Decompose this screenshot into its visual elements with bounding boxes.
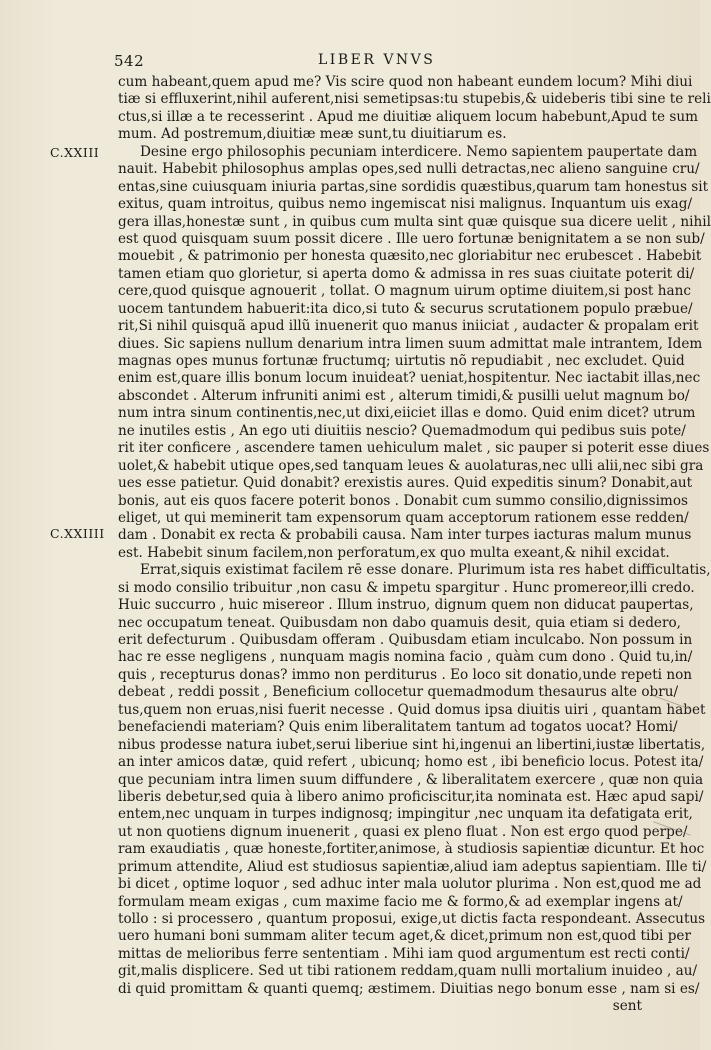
text-line: uero humani boni summam aliter tecum aget,& dicet,primum non est,quod tibi per	[118, 928, 691, 945]
text-line: num intra sinum continentis,nec,ut dixi,eiiciet illas e domo. Quid enim dicet? utrum	[118, 405, 696, 422]
text-line: primum attendite, Aliud est studiosus sapientiæ,aliud iam adeptus sapientiam. Ille ti/	[118, 858, 707, 875]
text-line: ctus,si illæ a te recesserint . Apud me diuitiæ aliquem locum habebunt,Apud te sum	[118, 108, 698, 125]
text-line: erit defecturum . Quibusdam offeram . Quibusdam etiam inculcabo. Non possum in	[118, 632, 693, 648]
text-line: si modo consilio tribuitur ,non casu & impetu spargitur . Hunc promereor,illi credo.	[118, 579, 695, 596]
text-line: hac re esse negligens , nunquam magis nomina facio , quàm cum dono . Quid tu,in/	[118, 649, 693, 666]
text-line: Errat,siquis existimat facilem rē esse donare. Plurimum ista res habet difficultatis,	[140, 562, 711, 579]
text-line: tollo : si processero , quantum proposui, exige,ut dictis facta respondeant. Assecutus	[118, 911, 706, 927]
chapter-label-24: C.XXIIII	[50, 526, 105, 541]
text-line: mum. Ad postremum,diuitiæ meæ sunt,tu diuitiarum es.	[118, 126, 507, 143]
text-line: est. Habebit sinum facilem,non perforatum,ex quo multa exeant,& nihil excidat.	[118, 544, 670, 561]
text-line: sent	[612, 998, 642, 1015]
text-line: tus,quem non eruas,nisi fuerit necesse . Quid domus ipsa diuitis uiri , quantam habet	[118, 701, 706, 718]
text-line: gera illas,honestæ sunt , in quibus cum multa sint quæ quisque sua dicere uelit , nihil	[118, 213, 711, 230]
text-line: magnas opes munus fortunæ fructumq; uirtutis nõ repudiabit , nec excludet. Quid	[118, 353, 685, 369]
text-line: formulam meam exigas , cum maxime facio me & formo,& ad exemplar ingens at/	[118, 893, 683, 910]
text-line: rit iter conficere , ascendere tamen uehiculum malet , sic pauper si poterit esse diues	[118, 440, 710, 457]
text-line: mouebit , & patrimonio per honesta quæsito,nec gloriabitur nec erubescet . Habebit	[118, 248, 702, 265]
text-line: an inter amicos datæ, quid refert , ubicunq; homo est , ibi beneficio locus. Potest ita/	[118, 754, 704, 771]
text-line: uocem tantundem habuerit:ita dico,si tuto & securus scrutationem populo præbue/	[118, 300, 693, 317]
text-line: diues. Sic sapiens nullum denarium intra limen suum admittat male intrantem, Idem	[118, 335, 703, 352]
text-line: tiæ si effluxerint,nihil auferent,nisi semetipsas:tu stupebis,& uideberis tibi sine te reli	[118, 91, 711, 108]
text-line: que pecuniam intra limen suum diffundere , & liberalitatem exercere , quæ non quia	[118, 771, 704, 788]
text-line: nibus prodesse natura iubet,serui liberiue sint hi,ingenui an libertini,iustæ libertatis,	[118, 736, 706, 753]
text-line: cum habeant,quem apud me? Vis scire quod non habeant eundem locum? Mihi diui	[118, 74, 693, 90]
text-line: liberis debetur,sed quia à libero animo proficiscitur,ita nominata est. Hæc apud sapi/	[118, 788, 704, 805]
text-line: git,malis displicere. Sed ut tibi rationem reddam,quam nulli mortalium inuideo , au/	[118, 963, 698, 980]
text-line: di quid promittam & quanti quemq; æstimem. Diuitias nego bonum esse , nam si es/	[118, 980, 700, 997]
text-line: entas,sine cuiusquam iniuria partas,sine sordidis quæstibus,quarum tam honestus sit	[118, 178, 709, 195]
text-line: tamen etiam quo glorietur, si aperta domo & admissa in res suas ciuitate poterit di/	[118, 265, 695, 282]
text-line: entem,nec unquam in turpes indignosq; impingitur ,nec unquam ita defatigata erit,	[118, 806, 693, 823]
text-line: ram exaudiatis , quæ honeste,fortiter,animose, à studiosis sapientiæ dicuntur. Et hoc	[118, 841, 705, 858]
page-number: 542	[114, 52, 145, 70]
text-line: uolet,& habebit utique opes,sed tanquam leues & auolaturas,nec ulli alii,nec sibi gra	[118, 457, 704, 474]
text-line: mittas de melioribus ferre sententiam . Mihi iam quod argumentum est recti conti/	[118, 945, 690, 962]
text-line: enim est,quare illis bonum locum inuideat? ueniat,hospitentur. Nec iactabit illas,nec	[118, 370, 701, 387]
text-line: ues esse patietur. Quid donabit? erexistis aures. Quid expeditis sinum? Donabit,aut	[118, 475, 693, 492]
text-line: est quod quisquam suum possit dicere . Ille uero fortunæ benignitatem a se non sub/	[118, 230, 705, 247]
text-line: nauit. Habebit philosophus amplas opes,sed nulli detractas,nec alieno sanguine cru/	[118, 161, 700, 178]
text-line: Desine ergo philosophis pecuniam interdicere. Nemo sapientem paupertate dam	[140, 143, 698, 160]
text-line: quis , recepturus donas? immo non perditurus . Eo loco sit donatio,unde repeti non	[118, 666, 693, 683]
text-line: cere,quod quisque agnouerit , tollat. O magnum uirum optime diuitem,si post hanc	[118, 283, 691, 300]
page-header	[0, 52, 700, 72]
text-line: bi dicet , optime loquor , sed adhuc inter mala uolutor plurima . Non est,quod me ad	[118, 876, 702, 893]
text-line: ne inutiles estis , An ego uti diuitiis nescio? Quemadmodum qui pedibus suis pote/	[118, 422, 686, 439]
text-line: nec occupatum teneat. Quibusdam non dabo quamuis desit, quia etiam si dedero,	[118, 614, 681, 631]
text-line: rit,Si nihil quisquã apud illũ inuenerit quo manus iniiciat , audacter & propalam erit	[118, 318, 699, 335]
text-line: benefaciendi materiam? Quis enim liberalitatem tantum ad togatos uocat? Homi/	[118, 719, 678, 736]
text-line: ut non quotiens dignum inuenerit , quasi ex pleno fluat . Non est ergo quod perpe/	[118, 823, 688, 840]
text-line: dam . Donabit ex recta & probabili causa. Nam inter turpes iacturas malum munus	[118, 527, 692, 544]
main-text	[118, 74, 711, 1016]
chapter-label-23: C.XXIII	[50, 145, 100, 160]
text-line: eliget, ut qui meminerit tam expensorum quam acceptorum rationem esse redden/	[118, 509, 689, 526]
text-line: exitus, quam introitus, quibus nemo ingemiscat nisi malignus. Inquantum uis exag/	[118, 196, 693, 213]
text-line: debeat , reddi possit , Beneficium collocetur quemadmodum thesaurus alte obru/	[118, 684, 679, 701]
text-line: abscondet . Alterum infruniti animi est , alterum timidi,& pusilli uelut magnum bo/	[118, 387, 690, 404]
text-line: bonis, aut eis quos facere poterit bonos . Donabit cum summo consilio,dignissimos	[118, 492, 688, 509]
running-title: LIBER VNVS	[318, 52, 436, 68]
text-line: Huic succurro , huic misereor . Illum instruo, dignum quem non diducat paupertas,	[118, 597, 694, 614]
